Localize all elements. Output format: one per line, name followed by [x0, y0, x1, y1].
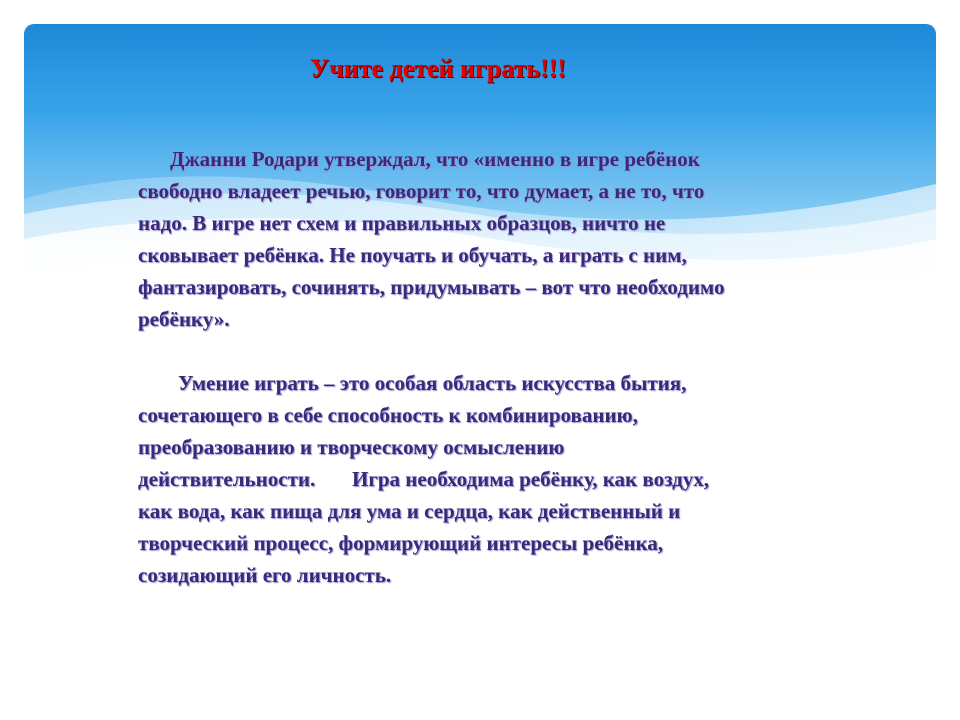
text-line: действительности. Игра необходима ребёнку, как воздух, — [138, 467, 710, 491]
text-line: Умение играть – это особая область искусства бытия, — [178, 371, 687, 395]
text-line: фантазировать, сочинять, придумывать – вот что необходимо — [138, 275, 725, 299]
text-line: сковывает ребёнка. Не поучать и обучать, а играть с ним, — [138, 243, 687, 267]
text-line: свободно владеет речью, говорит то, что думает, а не то, что — [138, 179, 705, 203]
paragraph-play-skill — [138, 367, 838, 591]
paragraph-rodari-quote — [138, 143, 838, 335]
text-line: надо. В игре нет схем и правильных образцов, ничто не — [138, 211, 666, 235]
text-line: творческий процесс, формирующий интересы ребёнка, — [138, 531, 663, 555]
slide-title: Учите детей играть!!! — [310, 54, 567, 83]
text-line: преобразованию и творческому осмыслению — [138, 435, 565, 459]
text-line: сочетающего в себе способность к комбинированию, — [138, 403, 638, 427]
text-line: созидающий его личность. — [138, 563, 392, 587]
text-line: Джанни Родари утверждал, что «именно в игре ребёнок — [170, 147, 700, 171]
text-line: ребёнку». — [138, 307, 230, 331]
text-line: как вода, как пища для ума и сердца, как действенный и — [138, 499, 681, 523]
